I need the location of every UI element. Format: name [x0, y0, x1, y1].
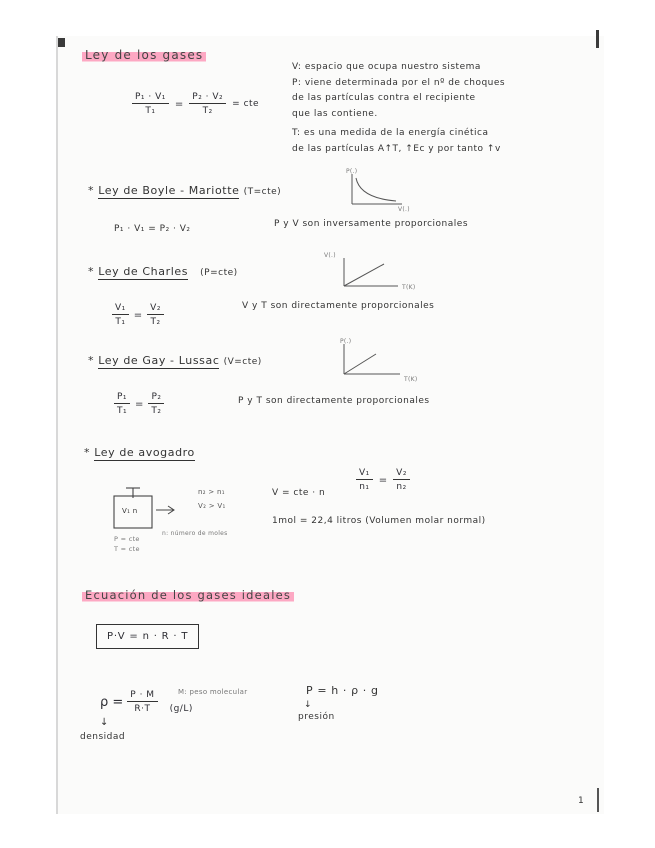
boyle-graph-y-label: P(.)	[346, 168, 358, 175]
down-arrow-icon: ↓	[100, 717, 109, 728]
charles-graph-y-label: V(.)	[324, 252, 336, 259]
boyle-formula: P₁ · V₁ = P₂ · V₂	[114, 224, 191, 234]
page-number: 1	[578, 796, 584, 806]
boyle-graph-x-label: V(.)	[398, 206, 410, 213]
definition-line: que las contiene.	[292, 108, 378, 119]
charles-graph-x-label: T(K)	[402, 284, 416, 291]
gaylussac-heading: * Ley de Gay - Lussac (V=cte)	[88, 354, 262, 367]
pressure-label: presión	[298, 712, 335, 722]
page-title: Ley de los gases	[82, 48, 206, 62]
gaylussac-graph	[336, 340, 416, 380]
avogadro-container	[110, 484, 182, 534]
page-edge-left	[56, 36, 58, 814]
definition-line: P: viene determinada por el nº de choques	[292, 77, 506, 88]
charles-line	[344, 264, 384, 286]
gaylussac-graph-x-label: T(K)	[404, 376, 418, 383]
gaylussac-formula: $\frac{\text{P₁}}{\text{T₁}}$ = $\frac{\text{P₂}}{\text{T₂}}$	[114, 392, 164, 416]
avogadro-box-label: V₁ n	[122, 507, 138, 515]
boyle-heading: * Ley de Boyle - Mariotte (T=cte)	[88, 184, 282, 197]
avogadro-compare-v: V₂ > V₁	[198, 502, 226, 510]
charles-description: V y T son directamente proporcionales	[242, 301, 435, 311]
density-label: densidad	[80, 732, 126, 742]
gaylussac-line	[344, 354, 376, 374]
boyle-description: P y V son inversamente proporcionales	[274, 219, 469, 229]
boyle-curve	[356, 178, 396, 201]
charles-heading: * Ley de Charles (P=cte)	[88, 265, 238, 278]
definition-line: de las partículas contra el recipiente	[292, 93, 476, 103]
page-edge-mark-bottom	[597, 788, 599, 812]
molecular-weight-note: M: peso molecular	[178, 688, 248, 696]
ideal-gas-formula: P·V = n · R · T	[96, 624, 199, 649]
pressure-formula: P = h · ρ · g	[306, 684, 379, 697]
page-edge-mark	[596, 30, 599, 48]
avogadro-compare-n: n₂ > n₁	[198, 488, 225, 496]
definition-line: V: espacio que ocupa nuestro sistema	[292, 62, 481, 72]
arrow-icon	[156, 506, 174, 514]
definitions	[292, 60, 505, 157]
avogadro-formula: V = cte · n	[272, 488, 326, 498]
charles-formula: $\frac{\text{V₁}}{\text{T₁}}$ = $\frac{\text{V₂}}{\text{T₂}}$	[112, 303, 164, 327]
definition-line: de las partículas A↑T, ↑Ec y por tanto ↑v	[292, 143, 501, 154]
avogadro-moles-note: n: número de moles	[162, 530, 228, 537]
density-formula: ρ = $\frac{P \cdot M}{R\cdot T}$ (g/L)	[100, 690, 193, 714]
avogadro-heading: * Ley de avogadro	[84, 446, 195, 459]
combined-law: $\frac{\text{P₁ · V₁}}{\text{T₁}}$ = $\frac{\text{P₂ · V₂}}{\text{T₂}}$ = cte	[132, 92, 259, 116]
page-corner-mark	[58, 38, 65, 47]
molar-volume-note: 1mol = 22,4 litros (Volumen molar normal)	[272, 516, 486, 526]
definition-line: T: es una medida de la energía cinética	[292, 128, 489, 138]
avogadro-ratio: $\frac{\text{V₁}}{\text{n₁}}$ = $\frac{\text{V₂}}{\text{n₂}}$	[356, 468, 410, 492]
ideal-gas-title: Ecuación de los gases ideales	[82, 588, 294, 602]
avogadro-cond-t: T = cte	[114, 545, 140, 553]
gaylussac-graph-y-label: P(.)	[340, 338, 352, 345]
down-arrow-icon: ↓	[304, 700, 313, 710]
gaylussac-description: P y T son directamente proporcionales	[238, 396, 430, 406]
avogadro-cond-p: P = cte	[114, 535, 140, 543]
